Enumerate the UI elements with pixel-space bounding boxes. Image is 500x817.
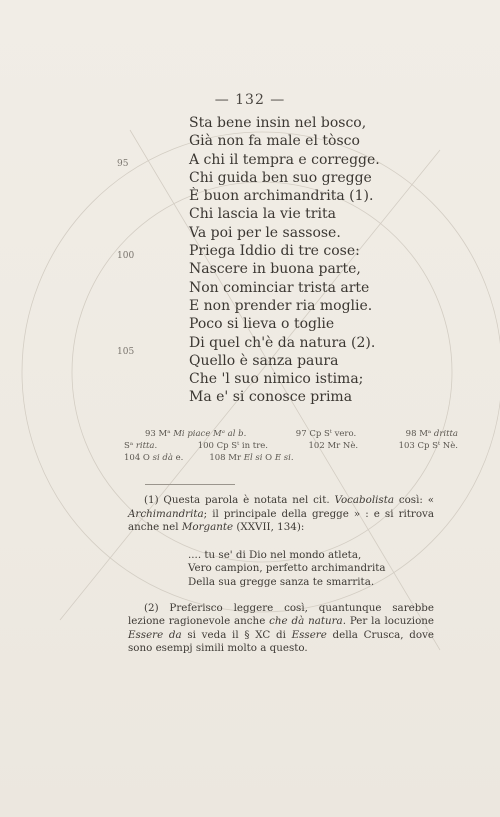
verse-line: Poco si lieva o toglie	[189, 316, 335, 333]
verse-line: Che 'l suo nimico istima;	[189, 371, 364, 388]
verse-line: È buon archimandrita (1).	[189, 188, 374, 205]
variant: 103 Cp Sᵗ Nè.	[398, 441, 458, 451]
footnote-divider	[145, 484, 235, 485]
footnote-2: (2) Preferisco leggere così, quantunque sarebbe lezione ragionevole anche che dà natura. Per la locuzione Essere da si veda il § XC di Essere della Crusca, dove sono esempj simili molto a questo.	[128, 601, 435, 655]
verse-line: Ma e' si conosce prima	[189, 389, 353, 406]
variant-row	[118, 452, 458, 464]
verse-line: Già non fa male el tòsco	[189, 133, 360, 150]
line-number: 100	[117, 251, 135, 261]
variant: 98 Mᵃ dritta	[405, 429, 458, 439]
poem-verses	[189, 114, 380, 407]
variant-row	[118, 428, 458, 440]
quote-line: .... tu se' di Dio nel mondo atleta,	[188, 548, 362, 561]
verse-line: Di quel ch'è da natura (2).	[189, 334, 376, 351]
variant: 102 Mr Nè.	[308, 441, 359, 451]
line-number: 95	[117, 159, 129, 169]
verse-line: A chi il tempra e corregge.	[189, 151, 380, 168]
verse-line: Chi lascia la vie trita	[189, 206, 336, 223]
variant-row	[118, 440, 458, 452]
verse-line: Va poi per le sassose.	[189, 224, 341, 241]
footnote-1: (1) Questa parola è notata nel cit. Vocabolista così: « Archimandrita; il principale della gregge » : e si ritrova anche nel Morgante (XXVII, 134):	[128, 494, 434, 534]
variant: 104 O si dà e.	[124, 453, 184, 463]
page-number: — 132 —	[214, 92, 286, 108]
quote-line: Della sua gregge sanza te smarrita.	[188, 575, 375, 588]
variant: 100 Cp Sᵗ in tre.	[197, 441, 269, 451]
verse-line: E non prender ria moglie.	[189, 297, 373, 314]
verse-line: Chi guida ben suo gregge	[189, 169, 372, 186]
verse-quote	[188, 549, 434, 590]
line-number: 105	[117, 347, 135, 357]
verse-line: Non cominciar trista arte	[189, 279, 370, 296]
quote-line: Vero campion, perfetto archimandrita	[188, 562, 386, 575]
textual-variants	[118, 428, 458, 464]
variant: 108 Mr El si O E si.	[209, 453, 294, 463]
verse-line: Quello è sanza paura	[189, 352, 339, 369]
verse-line: Sta bene insin nel bosco,	[189, 115, 367, 131]
variant: 93 Mᵃ Mi piace Mᵃ al b.	[145, 429, 247, 439]
verse-line: Nascere in buona parte,	[189, 261, 361, 278]
variant: Sᵃ ritta.	[124, 441, 158, 451]
verse-line: Priega Iddio di tre cose:	[189, 243, 360, 260]
footnotes	[128, 494, 434, 656]
variant: 97 Cp Sᵗ vero.	[295, 429, 357, 439]
